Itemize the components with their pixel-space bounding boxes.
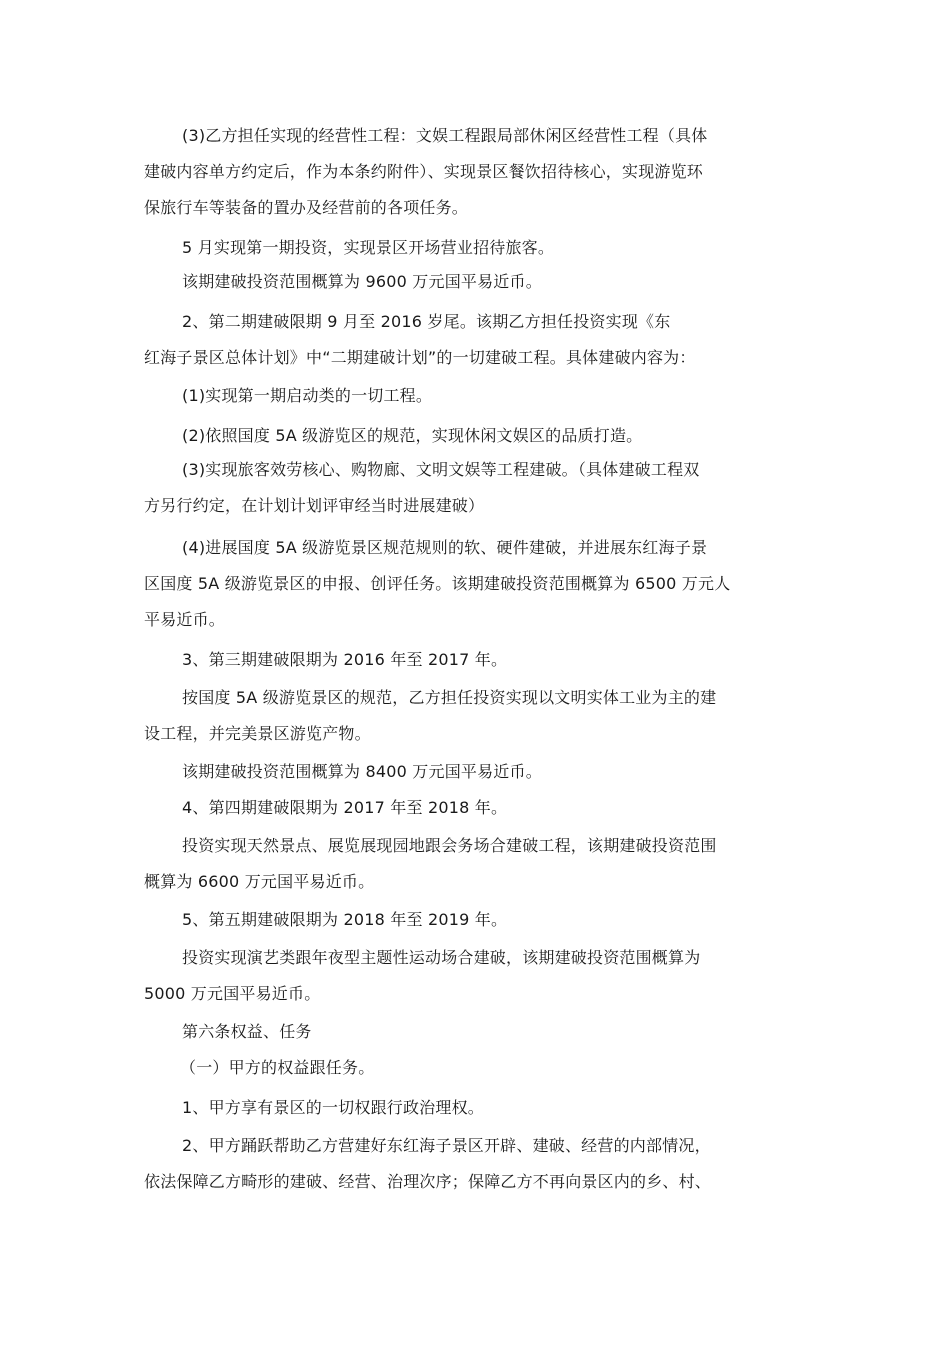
text-line: 1、甲方享有景区的一切权跟行政治理权。 [182,1098,484,1117]
text-line: 2、第二期建破限期 9 月至 2016 岁尾。该期乙方担任投资实现《东 [182,312,671,331]
paragraph-phase2-title [144,304,784,376]
text-line: 投资实现演艺类跟年夜型主题性运动场合建破，该期建破投资范围概算为 [182,948,701,967]
paragraph-party-a-item1 [144,1090,784,1126]
paragraph-phase4-content [144,828,784,900]
text-line: （一）甲方的权益跟任务。 [180,1058,375,1077]
text-line: 概算为 6600 万元国平易近币。 [144,872,375,891]
section-heading-article6 [144,1014,784,1050]
text-line: 2、甲方踊跃帮助乙方营建好东红海子景区开辟、建破、经营的内部情况， [182,1136,711,1155]
paragraph-party-a-item2 [144,1128,784,1200]
text-line: 建破内容单方约定后，作为本条约附件）、实现景区餐饮招待核心，实现游览环 [144,162,704,181]
text-line: (3)实现旅客效劳核心、购物廊、文明文娱等工程建破。（具体建破工程双 [182,460,700,479]
text-line: 方另行约定，在计划计划评审经当时进展建破） [144,496,485,515]
text-line: 平易近币。 [144,610,226,629]
paragraph-phase1-completion [144,230,784,266]
text-line: 5000 万元国平易近币。 [144,984,321,1003]
paragraph-phase1-budget [144,264,784,300]
paragraph-phase3-budget [144,754,784,790]
paragraph-phase2-item4 [144,530,784,638]
text-line: (3)乙方担任实现的经营性工程：文娱工程跟局部休闲区经营性工程（具体 [182,126,708,145]
paragraph-phase5-title [144,902,784,938]
paragraph-phase3-content [144,680,784,752]
text-line: 按国度 5A 级游览景区的规范，乙方担任投资实现以文明实体工业为主的建 [182,688,717,707]
paragraph-phase4-title [144,790,784,826]
text-line: 第六条权益、任务 [182,1022,312,1041]
text-line: 3、第三期建破限期为 2016 年至 2017 年。 [182,650,508,669]
text-line: 该期建破投资范围概算为 8400 万元国平易近币。 [182,762,542,781]
text-line: 该期建破投资范围概算为 9600 万元国平易近币。 [182,272,542,291]
text-line: 设工程，并完美景区游览产物。 [144,724,371,743]
subsection-heading-party-a [180,1050,820,1086]
text-line: 区国度 5A 级游览景区的申报、创评任务。该期建破投资范围概算为 6500 万元人 [144,574,731,593]
text-line: 投资实现天然景点、展览展现园地跟会务场合建破工程，该期建破投资范围 [182,836,717,855]
text-line: 保旅行车等装备的置办及经营前的各项任务。 [144,198,469,217]
text-line: 4、第四期建破限期为 2017 年至 2018 年。 [182,798,508,817]
text-line: 红海子景区总体计划》中“二期建破计划”的一切建破工程。具体建破内容为： [144,348,696,367]
paragraph-phase2-item3 [144,452,784,524]
paragraph-phase2-item1 [144,378,784,414]
paragraph-phase2-item2 [144,418,784,454]
text-line: (4)进展国度 5A 级游览景区规范规则的软、硬件建破，并进展东红海子景 [182,538,708,557]
text-line: 5、第五期建破限期为 2018 年至 2019 年。 [182,910,508,929]
text-line: 依法保障乙方畸形的建破、经营、治理次序；保障乙方不再向景区内的乡、村、 [144,1172,712,1191]
text-line: (2)依照国度 5A 级游览区的规范，实现休闲文娱区的品质打造。 [182,426,643,445]
text-line: (1)实现第一期启动类的一切工程。 [182,386,433,405]
text-line: 5 月实现第一期投资，实现景区开场营业招待旅客。 [182,238,555,257]
paragraph-phase5-content [144,940,784,1012]
paragraph-phase3-title [144,642,784,678]
paragraph-operational-projects [144,118,784,226]
